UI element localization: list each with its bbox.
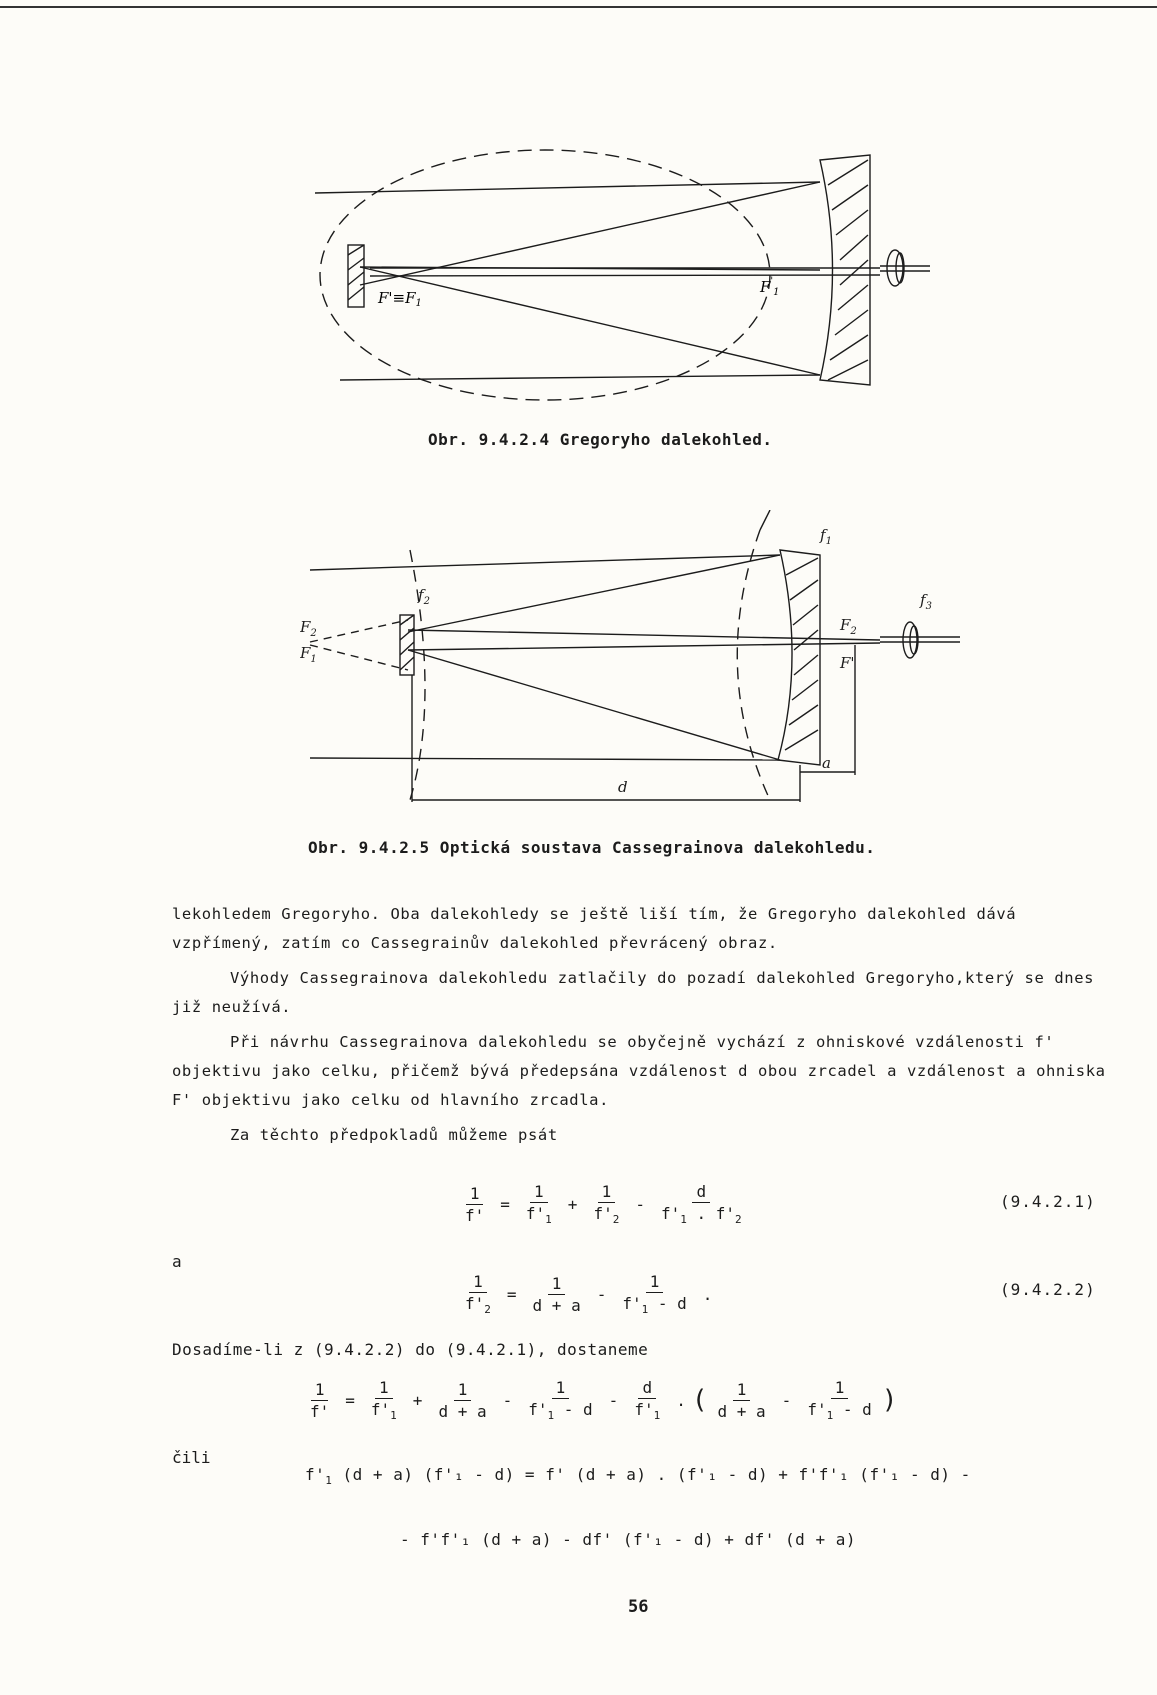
gregory-focus-secondary-label: $F'_1$ — [760, 276, 780, 298]
paragraph-4: Za těchto předpokladů můžeme psát — [230, 1126, 558, 1144]
paragraph-2: Výhody Cassegrainova dalekohledu zatlačily do pozadí dalekohled Gregoryho,který se dnes již neužívá. — [172, 969, 1095, 1016]
equation-combined: $\frac{1}{f'}$ = $\frac{1}{f'_1}$ + $\frac{1}{d + a}$ - $\frac{1}{f'_1 - d}$ - $\frac{d}{f'_1}$ . ( $\frac{1}{d + a}$ - $\frac{1}{f'_1 - d}$ ) — [310, 1378, 898, 1423]
body-text — [172, 900, 1122, 1150]
expanded-equation-line-2: - f'f'₁ (d + a) - df' (f'₁ - d) + df' (d + a) — [400, 1530, 856, 1549]
cassegrain-F2p-label: $F_2$ — [840, 616, 857, 637]
connector-a: a — [172, 1252, 182, 1271]
cassegrain-f2-label: $f_2$ — [418, 586, 430, 607]
paragraph-3: Při návrhu Cassegrainova dalekohledu se obyčejně vychází z ohniskové vzdálenosti f' objektivu jako celku, přičemž bývá předepsána vzdálenost d obou zrcadel a vzdálenost a ohniska F' objektivu jako celku od hlavního zrcadla. — [172, 1033, 1106, 1109]
cassegrain-Fp-label: F' — [840, 654, 855, 672]
cassegrain-d-label: d — [618, 778, 628, 796]
cassegrain-f3-label: $f_3$ — [920, 591, 932, 612]
cassegrain-telescope-diagram — [300, 510, 960, 810]
equation-number-2: (9.4.2.2) — [1000, 1280, 1096, 1299]
gregory-telescope-diagram — [300, 140, 930, 410]
cassegrain-f1-label: $f_1$ — [820, 526, 832, 547]
cassegrain-a-label: a — [822, 754, 831, 772]
substitution-text: Dosadíme-li z (9.4.2.2) do (9.4.2.1), dostaneme — [172, 1340, 649, 1359]
equation-number-1: (9.4.2.1) — [1000, 1192, 1096, 1211]
connector-cili: čili — [172, 1448, 211, 1467]
figure-caption-cassegrain: Obr. 9.4.2.5 Optická soustava Cassegrainova dalekohledu. — [308, 838, 876, 857]
equation-9-4-2-2: $\frac{1}{f'_2}$ = $\frac{1}{d + a}$ - $\frac{1}{f'_1 - d}$ . — [465, 1272, 713, 1317]
cassegrain-F1-label: $F_1$ — [300, 644, 317, 665]
figure-caption-gregory: Obr. 9.4.2.4 Gregoryho dalekohled. — [428, 430, 773, 449]
gregory-focus-primary-label: $F'\equiv F_1$ — [378, 289, 422, 309]
expanded-line-1-text: (d + a) (f'₁ - d) = f' (d + a) . (f'₁ - d) + f'f'₁ (f'₁ - d) - — [342, 1465, 971, 1484]
equation-9-4-2-1: $\frac{1}{f'}$ = $\frac{1}{f'_1}$ + $\frac{1}{f'_2}$ - $\frac{d}{f'_1 . f'_2}$ — [465, 1182, 742, 1227]
paragraph-1: lekohledem Gregoryho. Oba dalekohledy se ještě liší tím, že Gregoryho dalekohled dává vzpřímený, zatím co Cassegrainův dalekohled převrácený obraz. — [172, 905, 1017, 952]
expanded-equation-line-1: $f'_1$ (d + a) (f'₁ - d) = f' (d + a) . (f'₁ - d) + f'f'₁ (f'₁ - d) - — [305, 1465, 971, 1488]
top-border-line — [0, 6, 1157, 8]
page-number: 56 — [628, 1597, 649, 1617]
cassegrain-F2-label: $F_2$ — [300, 618, 317, 639]
